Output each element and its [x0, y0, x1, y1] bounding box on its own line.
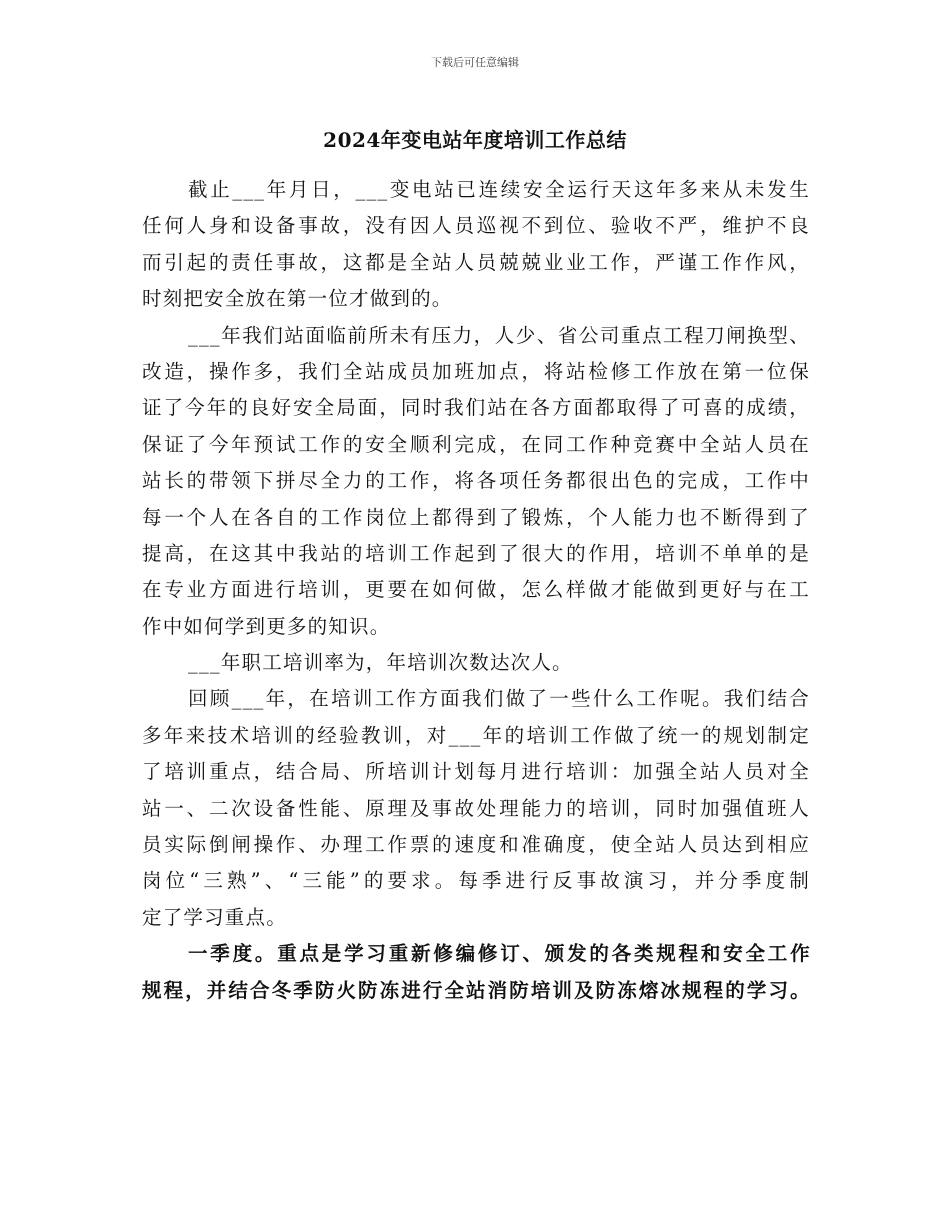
- paragraph-1-line-1: 截止___年月日，___变电站已连续安全运行天这年多来从未发生: [188, 178, 810, 201]
- paragraph-5-line-2: 规程，并结合冬季防火防冻进行全站消防培训及防冻熔冰规程的学习。: [142, 978, 810, 1002]
- paragraph-2-line-2: 改造，操作多，我们全站成员加班加点，将站检修工作放在第一位保: [142, 359, 810, 383]
- paragraph-2-line-3: 证了今年的良好安全局面，同时我们站在各方面都取得了可喜的成绩，: [142, 396, 810, 420]
- paragraph-4-line-4: 站一、二次设备性能、原理及事故处理能力的培训，同时加强值班人: [142, 796, 810, 820]
- paragraph-2-line-7: 提高，在这其中我站的培训工作起到了很大的作用，培训不单单的是: [142, 541, 810, 565]
- document-body: [142, 172, 810, 1009]
- paragraph-3-line-1: ___年职工培训率为，年培训次数达次人。: [188, 651, 573, 675]
- paragraph-5-line-1: 一季度。重点是学习重新修编修订、颁发的各类规程和安全工作: [188, 942, 810, 966]
- paragraph-1-line-3: 而引起的责任事故，这都是全站人员兢兢业业工作，严谨工作作风，: [142, 250, 810, 274]
- paragraph-4-line-1: 回顾___年，在培训工作方面我们做了一些什么工作呢。我们结合: [188, 687, 810, 711]
- download-note: 下载后可任意编辑: [431, 56, 519, 69]
- paragraph-4-line-3: 了培训重点，结合局、所培训计划每月进行培训：加强全站人员对全: [142, 760, 810, 784]
- document-title: 2024年变电站年度培训工作总结: [323, 128, 627, 152]
- paragraph-4-line-6: 岗位“三熟”、“三能”的要求。每季进行反事故演习，并分季度制: [142, 869, 810, 893]
- paragraph-4-line-7: 定了学习重点。: [142, 905, 287, 929]
- paragraph-4-line-5: 员实际倒闸操作、办理工作票的速度和准确度，使全站人员达到相应: [142, 833, 810, 857]
- paragraph-4-line-2: 多年来技术培训的经验教训，对___年的培训工作做了统一的规划制定: [142, 723, 810, 747]
- paragraph-2-line-8: 在专业方面进行培训，更要在如何做，怎么样做才能做到更好与在工: [142, 578, 810, 602]
- paragraph-1-line-2: 任何人身和设备事故，没有因人员巡视不到位、验收不严，维护不良: [142, 214, 810, 238]
- paragraph-2-line-9: 作中如何学到更多的知识。: [142, 614, 391, 638]
- paragraph-2-line-4: 保证了今年预试工作的安全顺利完成，在同工作种竞赛中全站人员在: [142, 432, 810, 456]
- paragraph-2-line-6: 每一个人在各自的工作岗位上都得到了锻炼，个人能力也不断得到了: [142, 505, 810, 529]
- paragraph-2-line-5: 站长的带领下拼尽全力的工作，将各项任务都很出色的完成，工作中: [142, 469, 810, 493]
- paragraph-1-line-4: 时刻把安全放在第一位才做到的。: [142, 287, 453, 311]
- paragraph-2-line-1: ___年我们站面临前所未有压力，人少、省公司重点工程刀闸换型、: [188, 323, 810, 347]
